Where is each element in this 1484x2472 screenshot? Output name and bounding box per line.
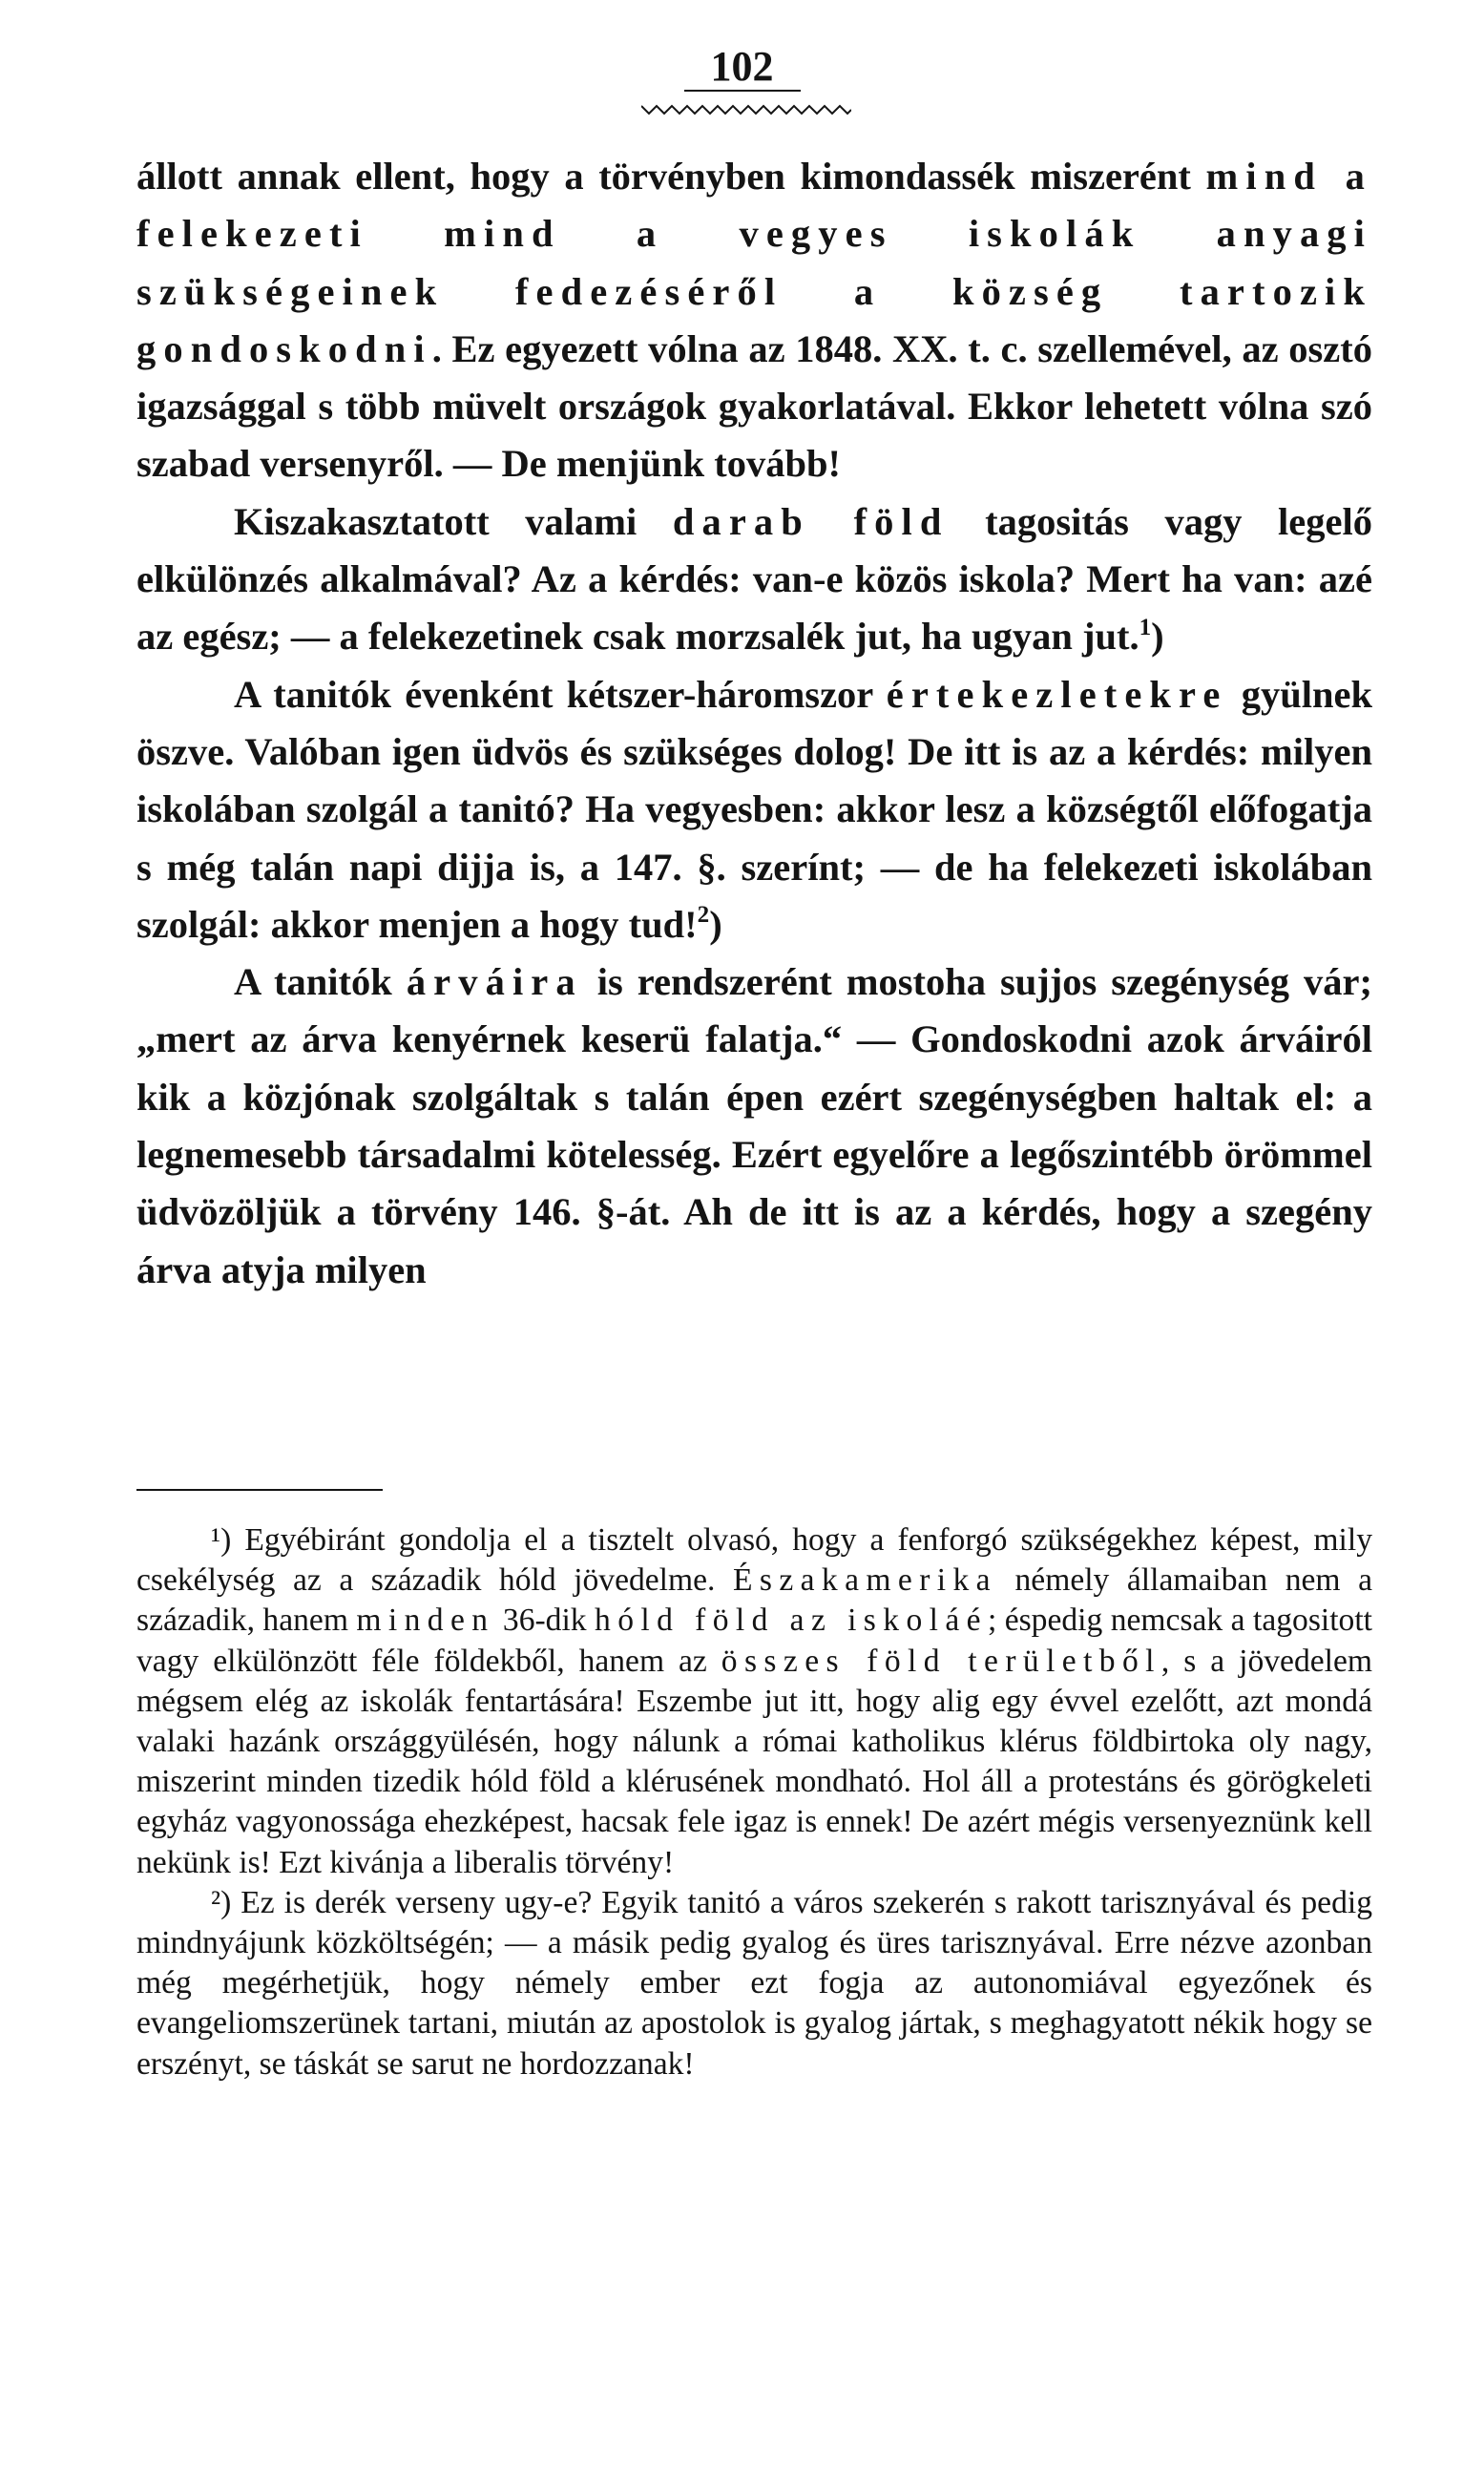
paragraph-1	[136, 148, 1372, 493]
text-run: ; éspedig nemcsak a tagositott vagy elkülönzött féle földekből, hanem az	[136, 1603, 1372, 1679]
text-run: A tanitók évenként kétszer-háromszor	[234, 672, 887, 716]
text-run: 36-dik	[494, 1603, 596, 1639]
text-run: is rendszerént mostoha sujjos szegénység vár; „mert az árva kenyérnek keserü falatja.“ — Gondoskodni azok árváiról kik a közjónak szolgáltak s talán épen ezért szegénységben haltak el: a legnemesebb társadalmi kötelesség. Ezért egyelőre a legőszintébb örömmel üdvözöljük a törvény 146. §-át. Ah de itt is az a kérdés, hogy a szegény árva atyja milyen	[136, 960, 1372, 1291]
footnote-ref-1[interactable]: 1	[1139, 614, 1152, 640]
text-run: )	[1151, 615, 1164, 659]
text-run: Ez is derék verseny ugy-e? Egyik tanitó a város szekerén s rakott tarisznyával és pedig mindnyájunk közköltségén; — a másik pedig gyalog és üres tarisznyával. Erre nézve azonban még megérhetjük, hogy némely ember ezt fogja az autonomiával egyezőnek és evangeliomszerünek tartani, miután az apostolok is gyalog jártak, s meghagyatott nékik hogy se erszényt, se táskát se sarut ne hordozzanak!	[136, 1884, 1372, 2082]
paragraph-3	[136, 666, 1372, 953]
spaced-emphasis: mind a felekezeti mind a vegyes iskolák anyagi szükségeinek fedezéséről a község tartozik gondoskodni	[136, 155, 1372, 370]
text-run: A tanitók	[234, 960, 407, 1004]
page-header	[0, 43, 1484, 92]
main-text	[136, 148, 1372, 1299]
text-run: gyülnek öszve. Valóban igen üdvös és szükséges dolog! De itt is az a kérdés: milyen iskolában szolgál a tanitó? Ha vegyesben: akkor lesz a községtől előfogatja s még talán napi dijja is, a 147. §. szerínt; — de ha felekezeti iskolában szolgál: akkor menjen a hogy tud!	[136, 672, 1372, 946]
footnote-ref-2[interactable]: 2	[697, 902, 710, 929]
text-run: állott annak ellent, hogy a törvényben kimondassék miszerént	[136, 155, 1206, 198]
spaced-emphasis: árváira	[406, 960, 583, 1004]
text-run: )	[709, 902, 722, 946]
text-run: , s a jövedelem mégsem elég az iskolák fentartására! Eszembe jut itt, hogy alig egy évvel ezelőtt, azt mondá valaki hazánk országgyülésén, hogy nálunk a római katholikus klérus földbirtoka oly nagy, miszerint minden tizedik hóld föld a klérusének mondható. Hol áll a protestáns és görögkeleti egyház vagyonossága ehezképest, hacsak fele igaz is ennek! De azért mégis versenyeznünk kell nekünk is! Ezt kivánja a liberalis törvény!	[136, 1643, 1372, 1880]
spaced-emphasis: minden	[356, 1603, 495, 1639]
footnote-1	[136, 1520, 1372, 1883]
spaced-emphasis: Északamerika	[732, 1562, 997, 1599]
page-number: 102	[684, 46, 801, 92]
footnote-marker: ¹)	[211, 1522, 232, 1558]
spaced-emphasis: értekezletekre	[886, 672, 1228, 716]
text-run: némely államaiban nem a századik, hanem	[136, 1562, 1372, 1639]
text-run: tagositás vagy legelő elkülönzés alkalmával? Az a kérdés: van-e közös iskola? Mert ha van: azé az egész; — a felekezetinek csak morzsalék jut, ha ugyan jut.	[136, 499, 1372, 659]
spaced-emphasis: darab föld	[672, 499, 950, 543]
wavy-rule-ornament	[641, 103, 851, 116]
paragraph-4	[136, 953, 1372, 1299]
text-run: . Ez egyezett vólna az 1848. XX. t. c. szellemével, az osztó igazsággal s több müvelt országok gyakorlatával. Ekkor lehetett vólna szó szabad versenyről. — De menjünk tovább!	[136, 326, 1372, 486]
footnote-divider	[136, 1489, 383, 1491]
paragraph-2	[136, 493, 1372, 666]
text-run: Egyébiránt gondolja el a tisztelt olvasó, hogy a fenforgó szükségekhez képest, mily csekélység az a századik hóld jövedelme.	[136, 1522, 1372, 1599]
footnote-marker: ²)	[211, 1884, 232, 1920]
spaced-emphasis: összes föld területből	[721, 1643, 1161, 1679]
spaced-emphasis: hóld föld az iskoláé	[595, 1603, 988, 1639]
text-run: Kiszakasztatott valami	[234, 499, 673, 543]
footnotes	[136, 1520, 1372, 2084]
footnote-2	[136, 1883, 1372, 2084]
